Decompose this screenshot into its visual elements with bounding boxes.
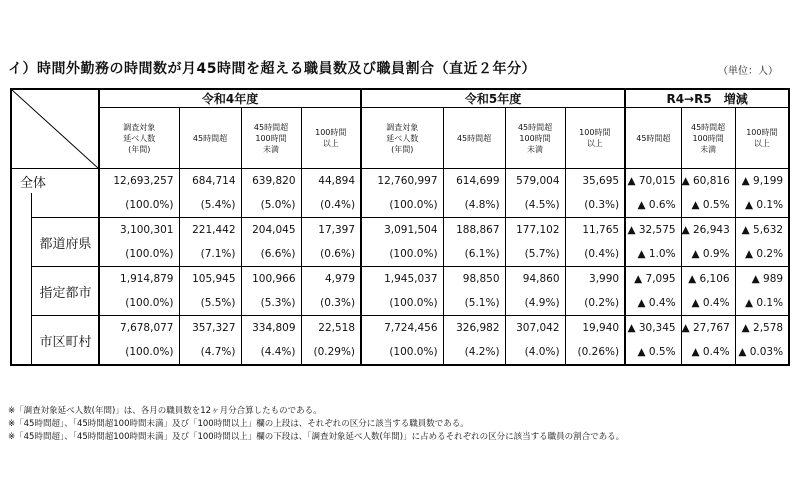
footnotes	[8, 405, 624, 444]
footnote: ※「45時間超」、「45時間超100時間未満」及び「100時間以上」欄の下段は、「調査対象延べ人数(年間)」に占めるそれぞれの区分に該当する職員の割合である。	[8, 432, 625, 442]
cell: 12,760,997	[361, 169, 443, 194]
cell: ▲ 30,345	[625, 316, 681, 341]
table-row	[11, 193, 789, 218]
cell: ▲ 9,199	[735, 169, 789, 194]
group-header-diff: R4→R5 増減	[625, 89, 789, 108]
cell: (4.7%)	[179, 340, 241, 365]
cell: 177,102	[505, 218, 565, 243]
cell: 357,327	[179, 316, 241, 341]
cell: ▲ 989	[735, 267, 789, 292]
cell: (5.7%)	[505, 242, 565, 267]
cell: ▲ 0.1%	[735, 193, 789, 218]
cell: 188,867	[443, 218, 505, 243]
cell: (4.8%)	[443, 193, 505, 218]
cell: 19,940	[565, 316, 625, 341]
group-header-r4: 令和4年度	[99, 89, 361, 108]
cell: ▲ 0.4%	[681, 340, 735, 365]
cell: ▲ 60,816	[681, 169, 735, 194]
cell: (100.0%)	[99, 193, 179, 218]
cell: 614,699	[443, 169, 505, 194]
cell: ▲ 27,767	[681, 316, 735, 341]
cell: (0.26%)	[565, 340, 625, 365]
subheader-over45-diff: 45時間超	[625, 108, 681, 169]
cell: (4.0%)	[505, 340, 565, 365]
subheader-over45-r5: 45時間超	[443, 108, 505, 169]
cell: 11,765	[565, 218, 625, 243]
cell: ▲ 7,095	[625, 267, 681, 292]
subheader-over45-r4: 45時間超	[179, 108, 241, 169]
cell: ▲ 6,106	[681, 267, 735, 292]
indent-rail	[11, 218, 31, 267]
cell: 204,045	[241, 218, 301, 243]
cell: ▲ 0.2%	[735, 242, 789, 267]
cell: (0.4%)	[301, 193, 361, 218]
cell: (100.0%)	[361, 242, 443, 267]
cell: ▲ 0.6%	[625, 193, 681, 218]
cell: ▲ 32,575	[625, 218, 681, 243]
cell: ▲ 26,943	[681, 218, 735, 243]
cell: ▲ 0.1%	[735, 291, 789, 316]
row-label-designated-city: 指定都市	[31, 267, 99, 316]
cell: 326,982	[443, 316, 505, 341]
cell: (5.4%)	[179, 193, 241, 218]
cell: 3,100,301	[99, 218, 179, 243]
cell: 7,724,456	[361, 316, 443, 341]
footnote: ※「45時間超」、「45時間超100時間未満」及び「100時間以上」欄の上段は、それぞれの区分に該当する職員数である。	[8, 419, 469, 429]
cell: (4.9%)	[505, 291, 565, 316]
row-label-municipality: 市区町村	[31, 316, 99, 366]
cell: (4.4%)	[241, 340, 301, 365]
header-corner	[11, 89, 99, 169]
cell: (100.0%)	[99, 242, 179, 267]
table-row	[11, 267, 789, 292]
cell: 12,693,257	[99, 169, 179, 194]
cell: (100.0%)	[99, 291, 179, 316]
cell: (4.2%)	[443, 340, 505, 365]
cell: (0.4%)	[565, 242, 625, 267]
subheader-over100-r4: 100時間 以上	[301, 108, 361, 169]
cell: (5.5%)	[179, 291, 241, 316]
subheader-total-r4: 調査対象 延べ人数 (年間)	[99, 108, 179, 169]
cell: (4.5%)	[505, 193, 565, 218]
overtime-table	[10, 88, 790, 366]
cell: (100.0%)	[99, 340, 179, 365]
cell: 105,945	[179, 267, 241, 292]
empty-cell	[31, 193, 99, 218]
table-row	[11, 340, 789, 365]
cell: (100.0%)	[361, 193, 443, 218]
subheader-45to100-diff: 45時間超 100時間 未満	[681, 108, 735, 169]
table-row	[11, 316, 789, 341]
cell: (7.1%)	[179, 242, 241, 267]
cell: (0.2%)	[565, 291, 625, 316]
subheader-over100-diff: 100時間 以上	[735, 108, 789, 169]
table-row	[11, 169, 789, 194]
cell: (6.6%)	[241, 242, 301, 267]
cell: 44,894	[301, 169, 361, 194]
indent-rail	[11, 316, 31, 366]
cell: (5.3%)	[241, 291, 301, 316]
row-label-prefecture: 都道府県	[31, 218, 99, 267]
cell: 221,442	[179, 218, 241, 243]
cell: 7,678,077	[99, 316, 179, 341]
corner-diagonal	[12, 90, 98, 168]
cell: 3,091,504	[361, 218, 443, 243]
cell: 1,945,037	[361, 267, 443, 292]
footnote: ※「調査対象延べ人数(年間)」は、各月の職員数を12ヶ月分合算したものである。	[8, 406, 322, 416]
indent-rail	[11, 267, 31, 316]
table-title: イ）時間外勤務の時間数が月45時間を超える職員数及び職員割合（直近２年分）	[8, 61, 536, 77]
cell: (0.3%)	[301, 291, 361, 316]
cell: ▲ 0.5%	[681, 193, 735, 218]
cell: (0.6%)	[301, 242, 361, 267]
table-row	[11, 218, 789, 243]
cell: ▲ 0.03%	[735, 340, 789, 365]
cell: ▲ 0.4%	[681, 291, 735, 316]
cell: 22,518	[301, 316, 361, 341]
cell: 35,695	[565, 169, 625, 194]
indent-rail	[11, 193, 31, 218]
cell: ▲ 2,578	[735, 316, 789, 341]
unit-label: （単位：人）	[718, 66, 778, 77]
group-header-r5: 令和5年度	[361, 89, 625, 108]
subheader-45to100-r4: 45時間超 100時間 未満	[241, 108, 301, 169]
cell: ▲ 5,632	[735, 218, 789, 243]
subheader-over100-r5: 100時間 以上	[565, 108, 625, 169]
cell: (0.3%)	[565, 193, 625, 218]
cell: 334,809	[241, 316, 301, 341]
cell: (100.0%)	[361, 291, 443, 316]
cell: (0.29%)	[301, 340, 361, 365]
cell: 579,004	[505, 169, 565, 194]
cell: (100.0%)	[361, 340, 443, 365]
subheader-45to100-r5: 45時間超 100時間 未満	[505, 108, 565, 169]
cell: 100,966	[241, 267, 301, 292]
cell: ▲ 0.9%	[681, 242, 735, 267]
cell: (5.0%)	[241, 193, 301, 218]
cell: ▲ 70,015	[625, 169, 681, 194]
cell: 4,979	[301, 267, 361, 292]
cell: 1,914,879	[99, 267, 179, 292]
table-row	[11, 291, 789, 316]
table-row	[11, 242, 789, 267]
cell: 17,397	[301, 218, 361, 243]
cell: (5.1%)	[443, 291, 505, 316]
cell: (6.1%)	[443, 242, 505, 267]
cell: 98,850	[443, 267, 505, 292]
cell: ▲ 1.0%	[625, 242, 681, 267]
cell: 684,714	[179, 169, 241, 194]
cell: 94,860	[505, 267, 565, 292]
subheader-total-r5: 調査対象 延べ人数 (年間)	[361, 108, 443, 169]
cell: 307,042	[505, 316, 565, 341]
cell: 639,820	[241, 169, 301, 194]
row-label-all: 全体	[11, 169, 99, 194]
cell: ▲ 0.5%	[625, 340, 681, 365]
cell: ▲ 0.4%	[625, 291, 681, 316]
cell: 3,990	[565, 267, 625, 292]
